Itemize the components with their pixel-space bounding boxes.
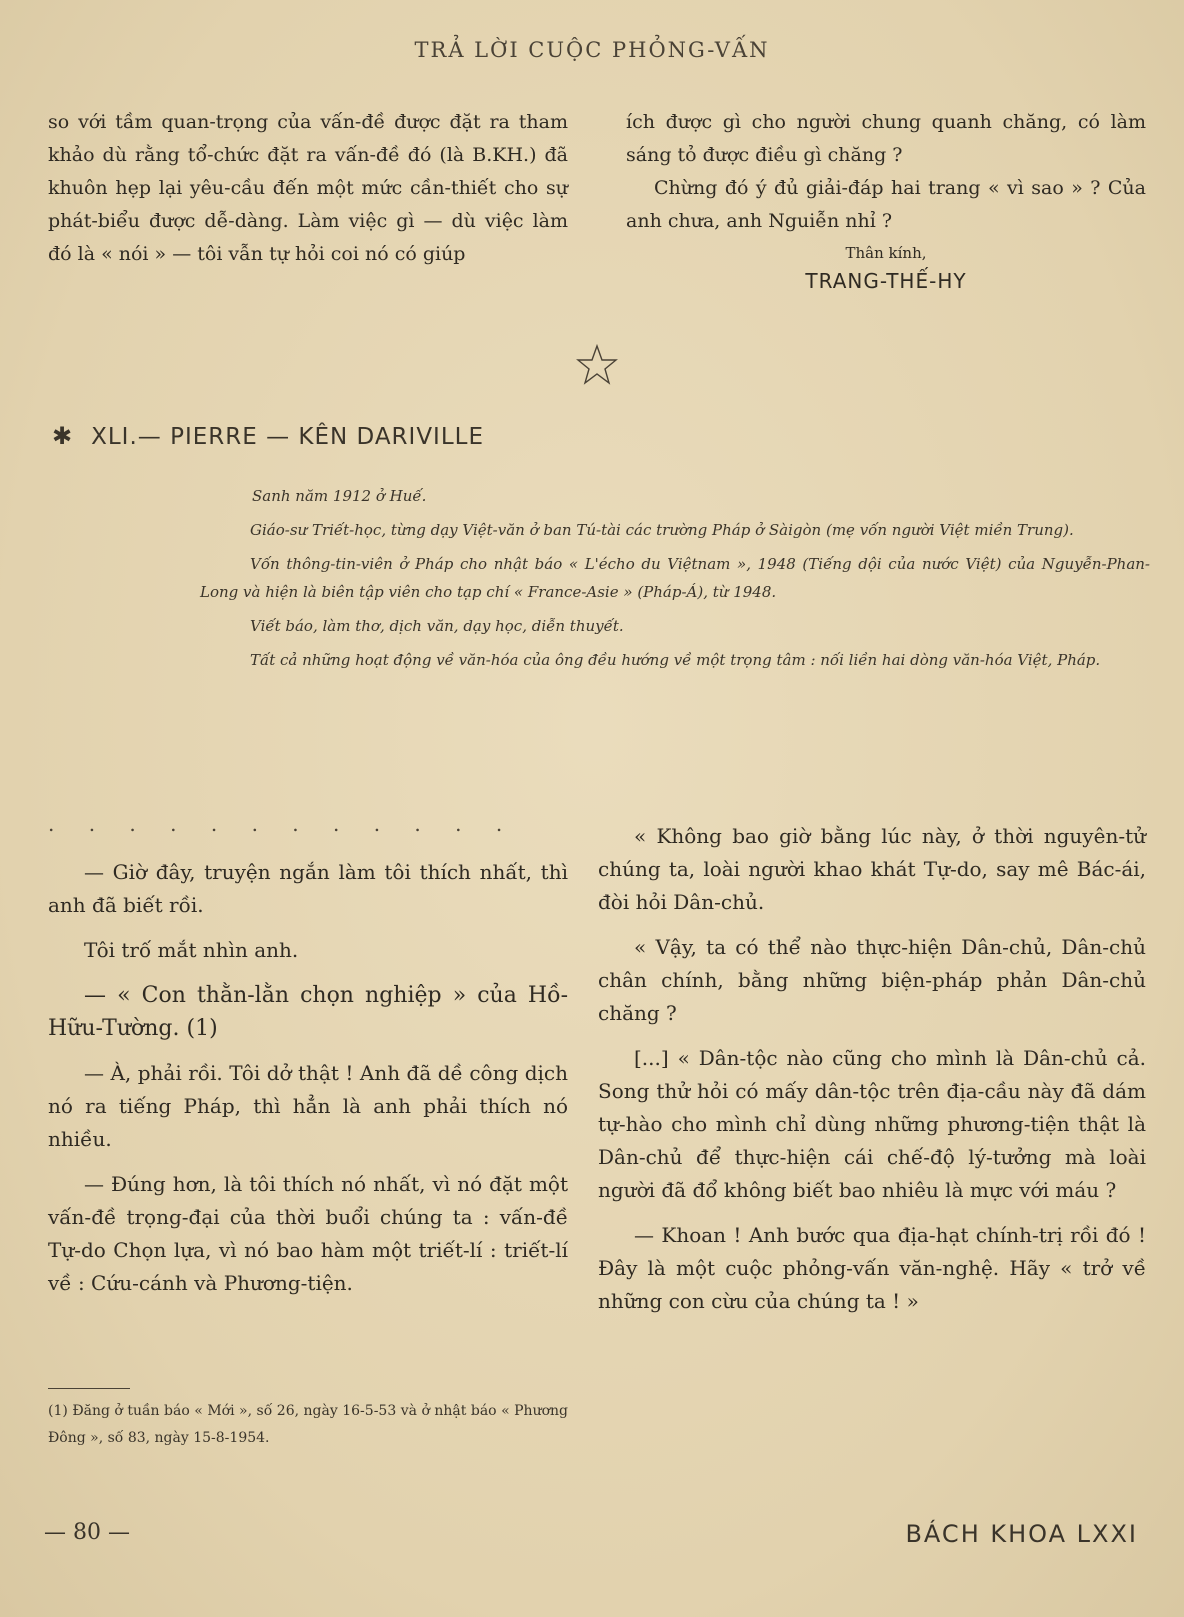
paragraph: [...] « Dân-tộc nào cũng cho mình là Dân-chủ cả. Song thử hỏi có mấy dân-tộc trên địa-cầu này đã dám tự-hào cho mình chỉ dùng những phương-tiện thật là Dân-chủ để thực-hiện cái chế-độ lý-tưởng mà loài người đã đổ không biết bao nhiêu là mực với máu ? [598, 1046, 1146, 1202]
section-heading [52, 422, 752, 450]
paragraph: — Giờ đây, truyện ngắn làm tôi thích nhất, thì anh đã biết rồi. [48, 860, 568, 917]
footnote-rule [48, 1388, 130, 1389]
paragraph: — « Con thằn-lằn chọn nghiệp » của Hồ-Hữu-Tường. (1) [48, 983, 568, 1041]
bio-line: Viết báo, làm thơ, dịch văn, dạy học, diễn thuyết. [250, 617, 624, 635]
page-number: — 80 — [44, 1520, 130, 1545]
bio-line: Vốn thông-tin-viên ở Pháp cho nhật báo « L'écho du Việtnam », 1948 (Tiếng dội của nước Việt) của Nguyễn-Phan-Long và hiện là biên tập viên cho tạp chí « France-Asie » (Pháp-Á), từ 1948. [200, 555, 1150, 601]
top-left-column [48, 106, 568, 271]
signature: TRANG-THẾ-HY [805, 269, 967, 293]
paragraph: so với tầm quan-trọng của vấn-đề được đặt ra tham khảo dù rằng tổ-chức đặt ra vấn-đề đó (là B.KH.) đã khuôn hẹp lại yêu-cầu đến một mức cần-thiết cho sự phát-biểu được dễ-dàng. Làm việc gì — dù việc làm đó là « nói » — tôi vẫn tự hỏi coi nó có giúp [48, 111, 568, 265]
body-left-column [48, 856, 568, 1312]
top-right-column [626, 106, 1146, 296]
star-icon [575, 343, 619, 387]
closing: Thân kính, [845, 244, 927, 262]
biography [200, 482, 1150, 680]
paragraph: — À, phải rồi. Tôi dở thật ! Anh đã dề công dịch nó ra tiếng Pháp, thì hẳn là anh phải thích nó nhiều. [48, 1061, 568, 1151]
body-right-column [598, 820, 1146, 1330]
paragraph: Chừng đó ý đủ giải-đáp hai trang « vì sao » ? Của anh chưa, anh Nguiễn nhỉ ? [626, 177, 1146, 232]
paragraph: — Khoan ! Anh bước qua địa-hạt chính-trị rồi đó ! Đây là một cuộc phỏng-vấn văn-nghệ. Hãy « trở về những con cừu của chúng ta ! » [598, 1223, 1146, 1313]
paragraph: Tôi trố mắt nhìn anh. [84, 938, 299, 962]
asterisk-icon: ✱ [52, 422, 74, 450]
journal-name: BÁCH KHOA LXXI [905, 1520, 1138, 1548]
paragraph: « Không bao giờ bằng lúc này, ở thời nguyên-tử chúng ta, loài người khao khát Tự-do, say mê Bác-ái, đòi hỏi Dân-chủ. [598, 824, 1146, 914]
bio-line: Tất cả những hoạt động về văn-hóa của ông đều hướng về một trọng tâm : nối liền hai dòng văn-hóa Việt, Pháp. [250, 651, 1101, 669]
paragraph: ích được gì cho người chung quanh chăng, có làm sáng tỏ được điều gì chăng ? [626, 111, 1146, 166]
ellipsis-divider: . . . . . . . . . . . . [48, 812, 517, 836]
section-title: XLI.— PIERRE — KÊN DARIVILLE [91, 424, 484, 450]
footnote: (1) Đăng ở tuần báo « Mới », số 26, ngày 16-5-53 và ở nhật báo « Phương Đông », số 83, ngày 15-8-1954. [48, 1403, 568, 1446]
running-title: TRẢ LỜI CUỘC PHỎNG-VẤN [414, 38, 770, 62]
paragraph: — Đúng hơn, là tôi thích nó nhất, vì nó đặt một vấn-đề trọng-đại của thời buổi chúng ta : vấn-đề Tự-do Chọn lựa, vì nó bao hàm một triết-lí : triết-lí về : Cứu-cánh và Phương-tiện. [48, 1172, 568, 1295]
paragraph: « Vậy, ta có thể nào thực-hiện Dân-chủ, Dân-chủ chân chính, bằng những biện-pháp phản Dân-chủ chăng ? [598, 935, 1146, 1025]
bio-line: Sanh năm 1912 ở Huế. [252, 487, 427, 505]
bio-line: Giáo-sư Triết-học, từng dạy Việt-văn ở ban Tú-tài các trường Pháp ở Sàigòn (mẹ vốn người Việt miền Trung). [250, 521, 1074, 539]
